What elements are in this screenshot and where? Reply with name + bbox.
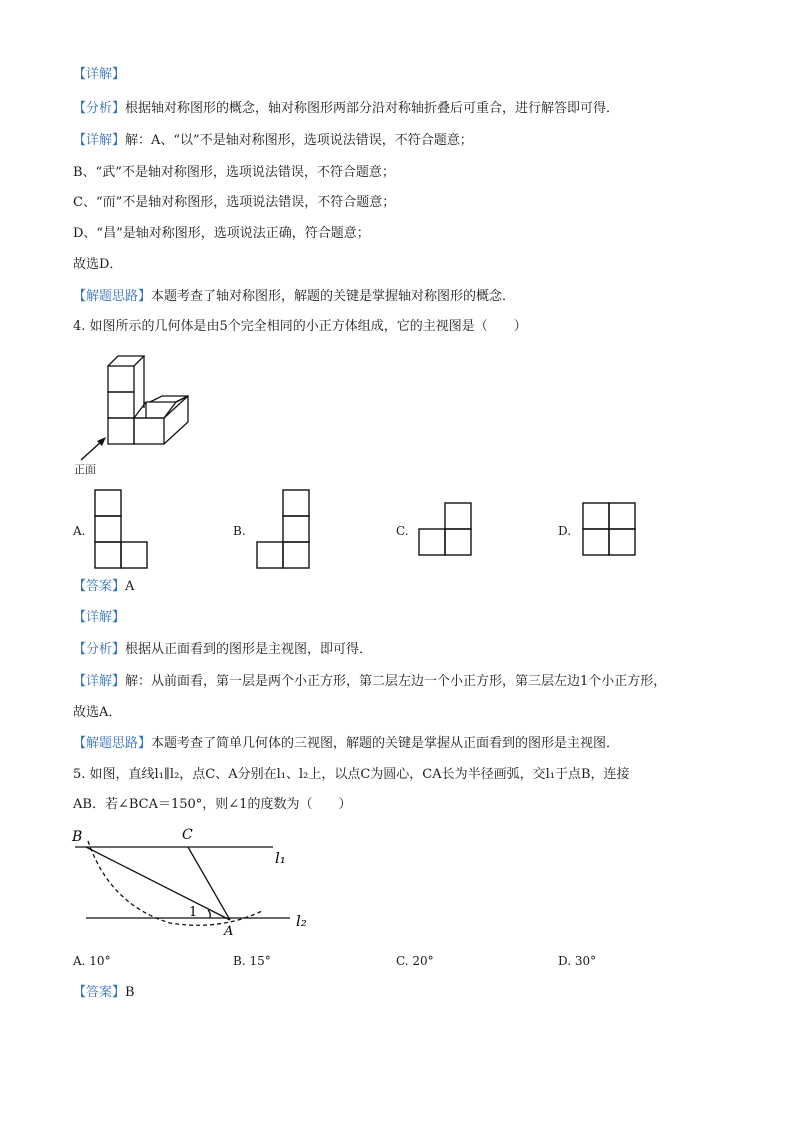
q4-analysis-tag: 【分析】 — [73, 642, 126, 657]
angle-1-mark — [208, 910, 210, 918]
option-c-explanation: C、“而”不是轴对称图形，选项说法错误，不符合题意； — [73, 195, 396, 210]
solution-tag: 【详解】 — [73, 133, 126, 148]
q4-solid-figure — [73, 355, 203, 475]
q4-option-a-label[interactable]: A. — [73, 524, 86, 538]
analysis-tag: 【分析】 — [73, 101, 126, 116]
q5-option-c[interactable]: C. 20° — [396, 954, 434, 968]
label-l1: l₁ — [275, 849, 286, 867]
q4-option-c-figure[interactable] — [418, 502, 474, 558]
front-label: 正面 — [74, 463, 96, 476]
cube-front-1 — [108, 418, 134, 444]
q5-option-b[interactable]: B. 15° — [233, 954, 271, 968]
q4-option-d-figure[interactable] — [582, 502, 638, 558]
arc-from-C — [88, 841, 262, 925]
q4-thinking-text: 本题考查了简单几何体的三视图，解题的关键是掌握从正面看到的图形是主视图． — [151, 736, 620, 751]
cube-front-3 — [108, 366, 134, 392]
q4-answer-tag: 【答案】 — [73, 579, 126, 594]
q4-conclusion: 故选A． — [73, 705, 122, 720]
label-B: B — [72, 829, 83, 845]
q5-option-a[interactable]: A. 10° — [73, 954, 111, 968]
choice-conclusion: 故选D． — [73, 257, 123, 272]
q4-solution — [73, 673, 666, 691]
q5-answer-value: B — [125, 985, 135, 1000]
q4-analysis — [73, 641, 372, 659]
q4-option-d-label[interactable]: D. — [558, 524, 572, 538]
q5-answer-tag: 【答案】 — [73, 985, 126, 1000]
label-l2: l₂ — [296, 912, 307, 930]
q4-option-a-figure[interactable] — [94, 489, 150, 571]
detail-tag: 【详解】 — [73, 67, 126, 82]
analysis-paragraph — [73, 100, 619, 118]
q4-detail-tag: 【详解】 — [73, 610, 126, 625]
label-A: A — [224, 924, 234, 939]
cube-front-4 — [134, 418, 164, 444]
analysis-text: 根据轴对称图形的概念，轴对称图形两部分沿对称轴折叠后可重合，进行解答即可得． — [125, 101, 620, 116]
label-angle-1: 1 — [189, 905, 198, 920]
q4-thinking-tag: 【解题思路】 — [73, 736, 152, 751]
q5-answer — [73, 984, 135, 1002]
thinking-tag: 【解题思路】 — [73, 289, 152, 304]
q4-option-b-figure[interactable] — [256, 489, 312, 571]
q5-stem-line2: AB．若∠BCA＝150°，则∠1的度数为（ ） — [73, 797, 352, 812]
thinking-text: 本题考查了轴对称图形，解题的关键是掌握轴对称图形的概念． — [151, 289, 516, 304]
q5-stem-line1: 5. 如图，直线l₁∥l₂，点C、A分别在l₁、l₂上，以点C为圆心，CA长为半径画弧，交l₁于点B，连接 — [73, 767, 630, 782]
q4-thinking — [73, 735, 619, 753]
q4-answer — [73, 578, 134, 596]
solution-paragraph — [73, 132, 473, 150]
option-b-explanation: B、“武”不是轴对称图形，选项说法错误，不符合题意； — [73, 165, 395, 180]
label-C: C — [182, 827, 193, 843]
q5-option-d[interactable]: D. 30° — [558, 954, 597, 968]
q4-answer-value: A — [125, 579, 135, 594]
q4-option-c-label[interactable]: C. — [396, 524, 409, 538]
q4-detail-heading — [73, 609, 125, 627]
option-d-explanation: D、“昌”是轴对称图形，选项说法正确，符合题意； — [73, 226, 370, 241]
q4-stem: 4. 如图所示的几何体是由5个完全相同的小正方体组成，它的主视图是（ ） — [73, 319, 527, 334]
q4-solution-tag: 【详解】 — [73, 674, 126, 689]
thinking-paragraph — [73, 288, 515, 306]
q5-geometry-figure — [70, 825, 320, 940]
cube-front-2 — [108, 392, 134, 418]
solution-text: 解：A、“以”不是轴对称图形，选项说法错误，不符合题意； — [125, 133, 473, 148]
detail-heading — [73, 66, 125, 84]
q4-analysis-text: 根据从正面看到的图形是主视图，即可得． — [125, 642, 373, 657]
q4-solution-text: 解：从前面看，第一层是两个小正方形，第二层左边一个小正方形，第三层左边1个小正方形， — [125, 674, 667, 689]
q4-option-b-label[interactable]: B. — [233, 524, 246, 538]
